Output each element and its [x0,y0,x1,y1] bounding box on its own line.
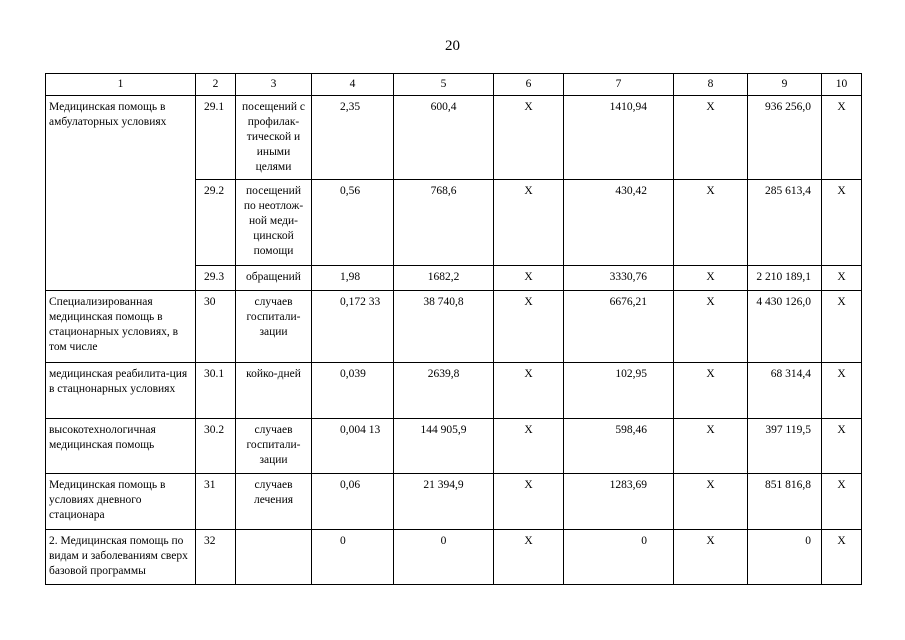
row-unit: случаев лечения [236,474,312,530]
cell-col9: 2 210 189,1 [748,266,822,291]
cell-col6: Х [494,266,564,291]
row-code: 29.3 [196,266,236,291]
cell-col10: Х [822,419,862,474]
table-row [46,530,862,585]
cell-col8: Х [674,96,748,180]
row-unit: обращений [236,266,312,291]
cell-col4: 0,172 33 [312,291,394,363]
cell-col8: Х [674,180,748,266]
cell-col7: 6676,21 [564,291,674,363]
cell-col8: Х [674,474,748,530]
cell-col6: Х [494,530,564,585]
cell-col8: Х [674,291,748,363]
cell-col8: Х [674,530,748,585]
table-row [46,419,862,474]
row-name: медицинская реабилита-ция в стацнонарных условиях [46,363,196,419]
row-code: 31 [196,474,236,530]
cell-col5: 768,6 [394,180,494,266]
row-unit: койко-дней [236,363,312,419]
column-header: 3 [236,74,312,96]
row-name: Медицинская помощь в условиях дневного стационара [46,474,196,530]
row-code: 30.2 [196,419,236,474]
cell-col6: Х [494,419,564,474]
row-unit: посещений по неотлож-ной меди-цинской помощи [236,180,312,266]
cell-col7: 1410,94 [564,96,674,180]
row-code: 30.1 [196,363,236,419]
cell-col9: 851 816,8 [748,474,822,530]
cell-col5: 600,4 [394,96,494,180]
cell-col7: 3330,76 [564,266,674,291]
cell-col10: Х [822,474,862,530]
data-table [45,73,862,585]
cell-col8: Х [674,419,748,474]
column-header: 5 [394,74,494,96]
cell-col4: 0,56 [312,180,394,266]
cell-col8: Х [674,363,748,419]
cell-col9: 0 [748,530,822,585]
cell-col4: 0,06 [312,474,394,530]
cell-col10: Х [822,530,862,585]
cell-col5: 1682,2 [394,266,494,291]
table-row [46,474,862,530]
cell-col4: 0,004 13 [312,419,394,474]
table-row [46,291,862,363]
cell-col5: 2639,8 [394,363,494,419]
cell-col7: 430,42 [564,180,674,266]
cell-col10: Х [822,96,862,180]
cell-col6: Х [494,474,564,530]
row-unit [236,530,312,585]
cell-col4: 2,35 [312,96,394,180]
page-number: 20 [445,38,460,54]
row-code: 29.1 [196,96,236,180]
cell-col7: 598,46 [564,419,674,474]
cell-col7: 0 [564,530,674,585]
cell-col6: Х [494,96,564,180]
row-unit: посещений с профилак-тической и иными целями [236,96,312,180]
cell-col5: 144 905,9 [394,419,494,474]
row-code: 30 [196,291,236,363]
column-header: 6 [494,74,564,96]
row-name: 2. Медицинская помощь по видам и заболеваниям сверх базовой программы [46,530,196,585]
header-row [46,74,862,96]
column-header: 2 [196,74,236,96]
row-unit: случаев госпитали-зации [236,419,312,474]
column-header: 4 [312,74,394,96]
cell-col10: Х [822,363,862,419]
cell-col4: 0 [312,530,394,585]
cell-col6: Х [494,363,564,419]
cell-col9: 397 119,5 [748,419,822,474]
cell-col5: 0 [394,530,494,585]
cell-col10: Х [822,180,862,266]
cell-col10: Х [822,291,862,363]
table-row [46,96,862,180]
cell-col4: 1,98 [312,266,394,291]
row-name: Специализированная медицинская помощь в стационарных условиях, в том числе [46,291,196,363]
row-code: 29.2 [196,180,236,266]
cell-col10: Х [822,266,862,291]
column-header: 10 [822,74,862,96]
column-header: 9 [748,74,822,96]
row-name: Медицинская помощь в амбулаторных условиях [46,96,196,291]
column-header: 1 [46,74,196,96]
cell-col9: 285 613,4 [748,180,822,266]
row-name: высокотехнологичная медицинская помощь [46,419,196,474]
row-code: 32 [196,530,236,585]
column-header: 7 [564,74,674,96]
table-row [46,363,862,419]
cell-col7: 1283,69 [564,474,674,530]
cell-col6: Х [494,180,564,266]
row-unit: случаев госпитали-зации [236,291,312,363]
cell-col9: 4 430 126,0 [748,291,822,363]
cell-col4: 0,039 [312,363,394,419]
cell-col5: 21 394,9 [394,474,494,530]
cell-col7: 102,95 [564,363,674,419]
cell-col9: 68 314,4 [748,363,822,419]
column-header: 8 [674,74,748,96]
cell-col5: 38 740,8 [394,291,494,363]
cell-col6: Х [494,291,564,363]
cell-col9: 936 256,0 [748,96,822,180]
cell-col8: Х [674,266,748,291]
